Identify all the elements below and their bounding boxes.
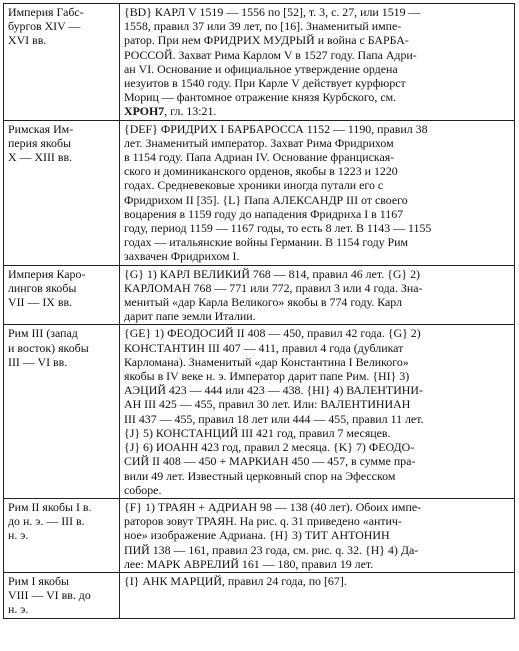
period-line: Империя Габс- [8,5,84,19]
description-line [124,235,511,249]
text-segment: ан VI. Основание и официальное утверждение ордена [124,61,398,76]
description-line [124,62,511,76]
period-line: Рим I якобы [8,573,70,588]
period-cell [4,325,120,498]
text-segment: РОССОЙ. Захват Рима Карлом V в 1527 году. Папа Адри- [124,47,417,62]
period-line: н. э. [8,528,29,543]
text-segment: годах — итальянские войны Германии. В 1154 году Рим [124,235,409,250]
description-line [124,454,511,468]
table-row [4,120,515,265]
text-segment: ное» изображение Адриана. {H} 3) ТИТ АНТОНИН [124,528,390,543]
period-line: Римская Им- [8,121,74,136]
text-segment: иезуитов в 1540 году. При Карле V действует курфюрст [124,76,406,91]
description-line [124,469,511,483]
text-segment: КАРЛОМАН 768 — 771 или 772, правил 3 или 4 года. Зна- [124,280,423,295]
description-line [124,90,511,104]
description-line [124,397,511,411]
period-line: X — XIII вв. [8,150,73,165]
description-line [124,104,511,118]
text-segment: захвачен Фридрихом I. [124,249,240,264]
description-line [124,122,511,136]
description-line [124,295,511,309]
period-line: н. э. [8,602,29,617]
text-segment: {J} 6) ИОАНН 423 год, правил 2 месяца. {K} 7) ФЕОДО- [124,440,415,455]
description-line [124,483,511,497]
period-line: III — VI вв. [8,354,68,369]
description-line [124,514,511,528]
description-cell [120,325,515,498]
text-segment: {BD} КАРЛ V 1519 — 1556 по [52], т. 3, с. 27, или 1519 — [124,5,421,19]
description-line [124,383,511,397]
description-line [124,193,511,207]
period-cell [4,572,120,618]
description-line [124,76,511,90]
text-segment: 1558, правил 37 или 39 лет, по [16]. Знаменитый импе- [124,19,402,34]
period-line: перия якобы [8,135,72,150]
description-line [124,369,511,383]
description-line [124,341,511,355]
description-line [124,543,511,557]
period-line: Рим III (запад [8,326,78,341]
description-line [124,309,511,323]
description-line [124,267,511,281]
description-line [124,5,511,19]
period-line: Империя Каро- [8,266,86,281]
bold-reference: ХРОН7 [124,104,165,119]
text-segment: АЭЦИЙ 423 — 444 или 423 — 438. {HI} 4) ВАЛЕНТИНИ- [124,383,423,398]
description-line [124,557,511,571]
period-line: лингов якобы [8,280,77,295]
text-segment: {F} 1) ТРАЯН + АДРИАН 98 — 138 (40 лет). Обоих импе- [124,499,422,514]
description-cell [120,498,515,572]
text-segment: ратор. При нем ФРИДРИХ МУДРЫЙ и война с БАРБА- [124,33,409,48]
period-line: и восток) якобы [8,340,89,355]
description-cell [120,4,515,121]
text-segment: , гл. 13:21. [164,104,217,119]
description-line [124,281,511,295]
description-line [124,221,511,235]
chronology-table [3,3,515,619]
text-segment: ского и доминиканского орденов, якобы в 1223 и 1220 [124,164,398,179]
description-line [124,48,511,62]
period-cell [4,120,120,265]
description-line [124,326,511,340]
text-segment: соборе. [124,482,162,497]
description-cell [120,572,515,618]
description-line [124,412,511,426]
text-segment: {DEF} ФРИДРИХ I БАРБАРОССА 1152 — 1190, правил 38 [124,121,428,136]
text-segment: {G} 1) КАРЛ ВЕЛИКИЙ 768 — 814, правил 46 лет. {G} 2) [124,266,421,281]
period-cell [4,265,120,325]
text-segment: СИЙ II 408 — 450 + МАРКИАН 450 — 457, в сумме пра- [124,454,416,469]
description-line [124,355,511,369]
description-line [124,574,511,588]
description-line [124,426,511,440]
text-segment: воцарения в 1159 году до нападения Фридриха I в 1167 [124,206,404,221]
text-segment: лее: МАРК АВРЕЛИЙ 161 — 180, правил 19 лет. [124,556,374,571]
text-segment: годах. Средневековые хроники иногда путали его с [124,178,384,193]
text-segment: {I} АНК МАРЦИЙ, правил 24 года, по [67]. [124,573,347,588]
text-segment: ПИЙ 138 — 161, правил 23 года, см. рис. q. 32. {H} 4) Да- [124,542,419,557]
period-line: бургов XIV — [8,19,81,34]
description-line [124,33,511,47]
table-row [4,498,515,572]
text-segment: АН III 425 — 455, правил 30 лет. Или: ВАЛЕНТИНИАН [124,397,411,412]
period-cell [4,4,120,121]
text-segment: году, период 1159 — 1167 годы, то есть 8 лет. В 1143 — 1155 [124,221,432,236]
description-line [124,528,511,542]
period-line: VII — IX вв. [8,295,73,310]
table-row [4,265,515,325]
text-segment: дарит папе земли Италии. [124,309,256,324]
description-line [124,150,511,164]
text-segment: Фридрихом II [35]. {L} Папа АЛЕКСАНДР III от своего [124,192,408,207]
text-segment: лет. Знаменитый император. Захват Рима Фридрихом [124,135,394,150]
text-segment: Мориц — фантомное отражение князя Курбского, см. [124,90,397,105]
period-line: Рим II якобы I в. [8,499,92,514]
description-line [124,440,511,454]
text-segment: в 1154 году. Папа Адриан IV. Основание франциская- [124,150,395,165]
description-cell [120,265,515,325]
text-segment: раторов зовут ТРАЯН. На рис. q. 31 приведено «антич- [124,514,402,529]
description-cell [120,120,515,265]
text-segment: КОНСТАНТИН III 407 — 411, правил 4 года (дубликат [124,340,404,355]
period-line: до н. э. — III в. [8,514,85,529]
text-segment: {GE} 1) ФЕОДОСИЙ II 408 — 450, правил 42 года. {G} 2) [124,326,421,341]
chronology-table-body [4,4,515,619]
description-line [124,500,511,514]
description-line [124,249,511,263]
table-row [4,325,515,498]
description-line [124,164,511,178]
text-segment: III 437 — 455, правил 18 лет или 444 — 455, правил 11 лет. [124,411,424,426]
description-line [124,136,511,150]
text-segment: якобы в IV веке н. э. Император дарит папе Рим. {HI} 3) [124,369,410,384]
text-segment: вили 49 лет. Известный церковный спор на Эфесском [124,468,396,483]
description-line [124,19,511,33]
description-line [124,207,511,221]
table-row [4,572,515,618]
text-segment: {J} 5) КОНСТАНЦИЙ III 421 год, правил 7 месяцев. [124,425,391,440]
description-line [124,178,511,192]
table-row [4,4,515,121]
period-cell [4,498,120,572]
period-line: XVI вв. [8,33,47,48]
period-line: VIII — VI вв. до [8,588,91,603]
text-segment: менитый «дар Карла Великого» якобы в 774 году. Карл [124,295,403,310]
text-segment: Карломана). Знаменитый «дар Константина I Великого» [124,354,409,369]
